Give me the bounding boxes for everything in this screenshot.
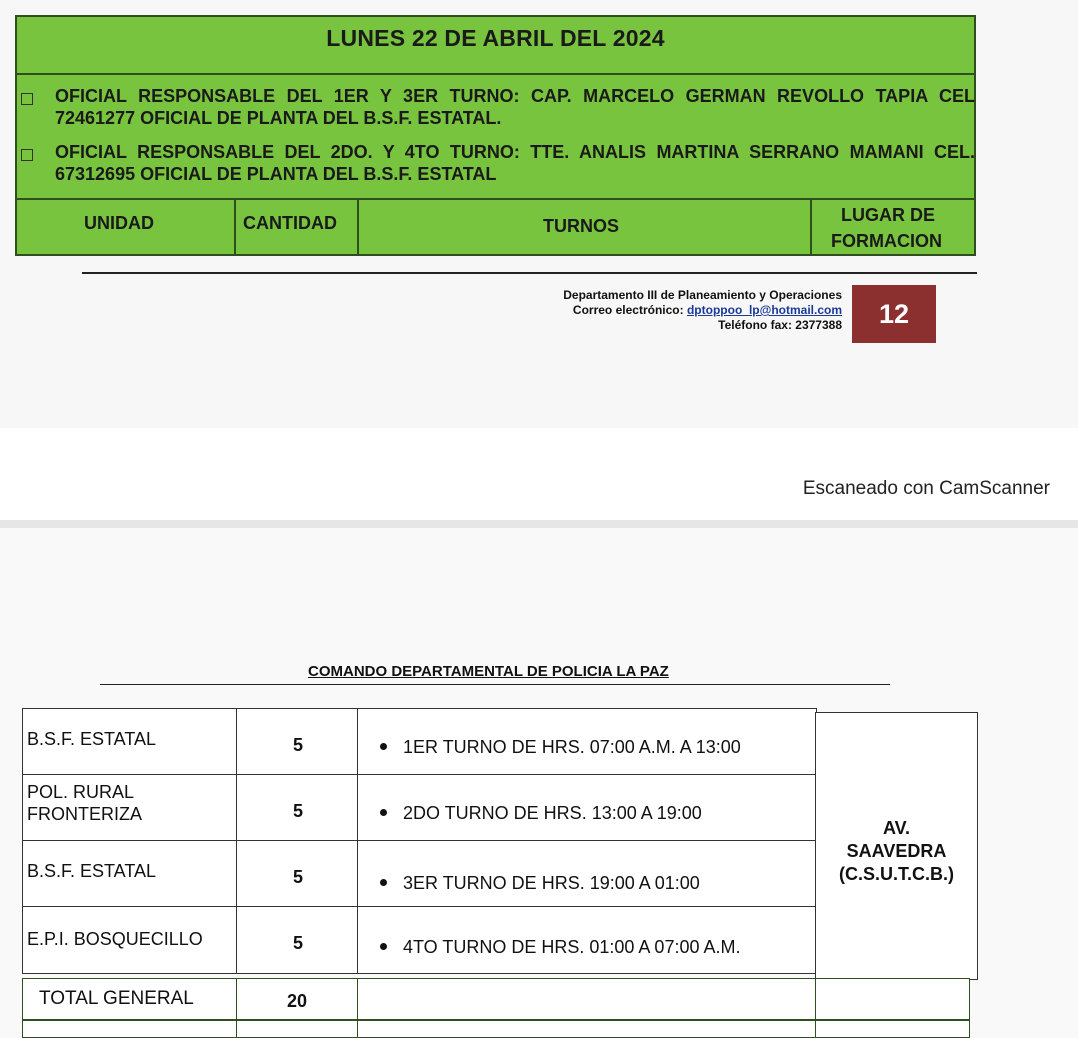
checkbox-icon	[21, 93, 33, 105]
table-cell	[22, 840, 238, 908]
table-cell	[236, 840, 359, 908]
location-cell	[815, 712, 978, 980]
col-divider	[810, 198, 812, 256]
col-lugar-line2: FORMACION	[831, 231, 942, 251]
officer-1-text	[55, 85, 975, 129]
unit-name: B.S.F. ESTATAL	[27, 861, 157, 881]
page-number-badge: 12	[852, 285, 936, 343]
col-turnos: TURNOS	[543, 216, 619, 236]
horizontal-rule	[82, 272, 977, 274]
shift-table	[22, 708, 978, 1038]
unit-count: 5	[293, 801, 304, 821]
total-value-cell	[236, 978, 359, 1038]
table-cell	[236, 906, 359, 974]
date-title: LUNES 22 DE ABRIL DEL 2024	[326, 25, 665, 51]
col-cantidad: CANTIDAD	[243, 213, 337, 233]
col-divider	[234, 198, 236, 256]
footer-department: Departamento III de Planeamiento y Operaciones	[563, 288, 842, 302]
table-cell	[236, 774, 359, 842]
officer-1-label: OFICIAL RESPONSABLE DEL 1ER Y 3ER TURNO: CAP. MARCELO GERMAN REVOLLO TAPIA CEL 72461277 OFICIAL DE PLANTA DEL B.S.F. ESTATAL.	[55, 86, 975, 128]
bullet-icon	[380, 943, 387, 950]
unit-name: E.P.I. BOSQUECILLO	[27, 929, 203, 949]
unit-count: 5	[293, 933, 304, 953]
table-cell	[357, 774, 817, 842]
unit-count: 5	[293, 867, 304, 887]
scanner-watermark: Escaneado con CamScanner	[802, 478, 1050, 499]
total-row-line	[22, 1019, 970, 1021]
location-text: AV. SAAVEDRA (C.S.U.T.C.B.)	[839, 818, 954, 884]
table-cell	[357, 840, 817, 908]
total-empty-cell	[357, 978, 817, 1038]
page-divider	[0, 520, 1078, 528]
officer-2-label: OFICIAL RESPONSABLE DEL 2DO. Y 4TO TURNO: TTE. ANALIS MARTINA SERRANO MAMANI CEL. 67312695 OFICIAL DE PLANTA DEL B.S.F. ESTATAL	[55, 142, 975, 184]
unit-name: B.S.F. ESTATAL	[27, 729, 157, 749]
shift-text: 4TO TURNO DE HRS. 01:00 A 07:00 A.M.	[380, 937, 740, 958]
shift-text: 3ER TURNO DE HRS. 19:00 A 01:00	[380, 873, 700, 894]
total-label-cell	[22, 978, 238, 1038]
table-cell	[236, 708, 359, 776]
unit-count: 5	[293, 735, 304, 755]
officer-2-text	[55, 141, 975, 185]
total-label: TOTAL GENERAL	[39, 988, 194, 1009]
table-cell	[22, 906, 238, 974]
table-cell	[357, 906, 817, 974]
scanner-band	[0, 428, 1078, 520]
schedule-header-table	[15, 15, 976, 256]
unit-name: POL. RURAL FRONTERIZA	[27, 782, 142, 824]
footer-email-label: Correo electrónico:	[572, 303, 684, 317]
row-divider	[17, 73, 974, 75]
bullet-icon	[380, 809, 387, 816]
col-divider	[357, 198, 359, 256]
bullet-icon	[380, 743, 387, 750]
shift-text: 2DO TURNO DE HRS. 13:00 A 19:00	[380, 803, 702, 824]
footer-email-link[interactable]: dptoppoo_lp@hotmail.com	[686, 303, 842, 317]
bullet-icon	[380, 879, 387, 886]
command-subtitle: COMANDO DEPARTAMENTAL DE POLICIA LA PAZ	[308, 663, 669, 680]
total-value: 20	[287, 991, 308, 1011]
subtitle-rule	[100, 684, 890, 685]
footer-block	[470, 288, 842, 333]
footer-email-line	[470, 303, 842, 318]
checkbox-icon	[21, 149, 33, 161]
table-cell	[22, 774, 238, 842]
table-cell	[22, 708, 238, 776]
col-unidad: UNIDAD	[84, 213, 154, 233]
footer-phone: Teléfono fax: 2377388	[718, 318, 842, 332]
col-lugar-line1: LUGAR DE	[841, 205, 935, 225]
table-cell	[357, 708, 817, 776]
shift-text: 1ER TURNO DE HRS. 07:00 A.M. A 13:00	[380, 737, 741, 758]
total-empty-cell	[815, 978, 970, 1038]
row-divider	[17, 198, 974, 200]
